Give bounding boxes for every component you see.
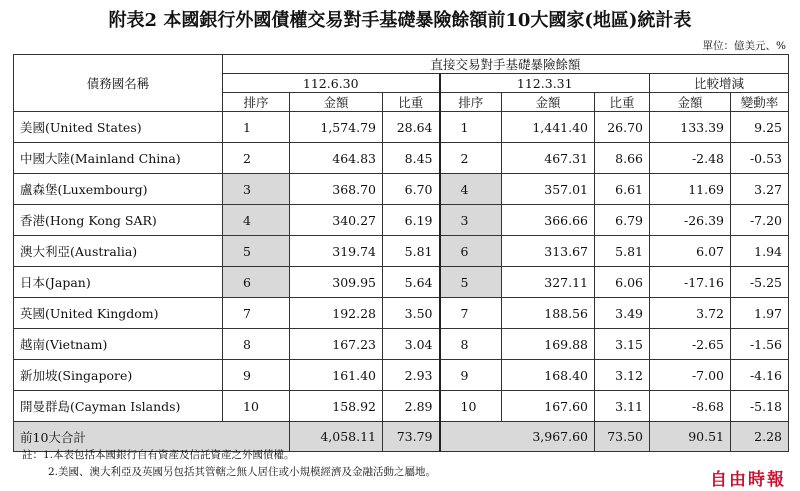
- amount-prior-header: 金額: [502, 93, 595, 112]
- rank-current-cell: 7: [223, 298, 290, 329]
- share-current-cell: 8.45: [383, 143, 440, 174]
- rank-current-cell: 5: [223, 236, 290, 267]
- amount-prior-cell: 357.01: [502, 174, 595, 205]
- rank-current-cell: 10: [223, 391, 290, 422]
- total-share-current: 73.79: [383, 422, 440, 452]
- amount-prior-cell: 1,441.40: [502, 112, 595, 143]
- rank-current-cell: 6: [223, 267, 290, 298]
- amount-prior-cell: 167.60: [502, 391, 595, 422]
- publisher-logo: 自由時報: [710, 470, 786, 490]
- table-body: [14, 112, 789, 452]
- amount-current-cell: 167.23: [290, 329, 383, 360]
- amount-prior-cell: 467.31: [502, 143, 595, 174]
- amount-prior-cell: 366.66: [502, 205, 595, 236]
- share-prior-cell: 5.81: [595, 236, 650, 267]
- change-amount-cell: 6.07: [650, 236, 731, 267]
- change-rate-cell: -5.25: [731, 267, 789, 298]
- country-cell: 新加坡(Singapore): [14, 360, 223, 391]
- table-row: [14, 174, 789, 205]
- change-rate-cell: 9.25: [731, 112, 789, 143]
- change-amount-cell: -8.68: [650, 391, 731, 422]
- change-amount-cell: -2.65: [650, 329, 731, 360]
- change-header: 比較增減: [650, 74, 789, 93]
- exposure-table: [13, 54, 789, 452]
- change-rate-cell: -4.16: [731, 360, 789, 391]
- change-amount-cell: 133.39: [650, 112, 731, 143]
- country-cell: 英國(United Kingdom): [14, 298, 223, 329]
- table-row: [14, 391, 789, 422]
- share-current-cell: 2.89: [383, 391, 440, 422]
- share-prior-cell: 3.49: [595, 298, 650, 329]
- group-header: 直接交易對手基礎暴險餘額: [223, 55, 789, 74]
- table-row: [14, 329, 789, 360]
- country-column-header: 債務國名稱: [14, 55, 223, 112]
- table-row: [14, 205, 789, 236]
- country-cell: 美國(United States): [14, 112, 223, 143]
- amount-current-cell: 464.83: [290, 143, 383, 174]
- country-cell: 開曼群島(Cayman Islands): [14, 391, 223, 422]
- share-current-cell: 5.81: [383, 236, 440, 267]
- table-row: [14, 236, 789, 267]
- amount-current-cell: 319.74: [290, 236, 383, 267]
- country-cell: 盧森堡(Luxembourg): [14, 174, 223, 205]
- change-rate-cell: -1.56: [731, 329, 789, 360]
- share-current-cell: 5.64: [383, 267, 440, 298]
- amount-prior-cell: 327.11: [502, 267, 595, 298]
- amount-prior-cell: 313.67: [502, 236, 595, 267]
- change-amount-cell: 11.69: [650, 174, 731, 205]
- amount-current-cell: 1,574.79: [290, 112, 383, 143]
- rank-prior-cell: 1: [440, 112, 502, 143]
- share-prior-cell: 3.12: [595, 360, 650, 391]
- share-current-header: 比重: [383, 93, 440, 112]
- change-amount-cell: 3.72: [650, 298, 731, 329]
- share-prior-cell: 3.15: [595, 329, 650, 360]
- change-rate-cell: 1.97: [731, 298, 789, 329]
- change-amount-header: 金額: [650, 93, 731, 112]
- total-label: 前10大合計: [14, 422, 290, 452]
- amount-prior-cell: 188.56: [502, 298, 595, 329]
- country-cell: 香港(Hong Kong SAR): [14, 205, 223, 236]
- share-current-cell: 6.19: [383, 205, 440, 236]
- table-row: [14, 112, 789, 143]
- amount-current-cell: 368.70: [290, 174, 383, 205]
- unit-label: 單位：億美元、%: [702, 40, 786, 52]
- footnotes: [22, 447, 436, 481]
- table-row: [14, 267, 789, 298]
- amount-current-cell: 158.92: [290, 391, 383, 422]
- period-current-header: 112.6.30: [223, 74, 440, 93]
- rank-prior-cell: 6: [440, 236, 502, 267]
- total-change-amount: 90.51: [650, 422, 731, 452]
- share-current-cell: 3.50: [383, 298, 440, 329]
- table-row: [14, 360, 789, 391]
- share-prior-cell: 6.06: [595, 267, 650, 298]
- rank-prior-cell: 9: [440, 360, 502, 391]
- change-rate-cell: 1.94: [731, 236, 789, 267]
- amount-current-header: 金額: [290, 93, 383, 112]
- table-row: [14, 143, 789, 174]
- rank-prior-cell: 2: [440, 143, 502, 174]
- country-cell: 越南(Vietnam): [14, 329, 223, 360]
- change-rate-cell: -7.20: [731, 205, 789, 236]
- country-cell: 中國大陸(Mainland China): [14, 143, 223, 174]
- share-current-cell: 6.70: [383, 174, 440, 205]
- rank-prior-cell: 3: [440, 205, 502, 236]
- rank-current-header: 排序: [223, 93, 290, 112]
- share-prior-cell: 6.61: [595, 174, 650, 205]
- amount-current-cell: 309.95: [290, 267, 383, 298]
- change-rate-header: 變動率: [731, 93, 789, 112]
- rank-prior-header: 排序: [440, 93, 502, 112]
- change-amount-cell: -17.16: [650, 267, 731, 298]
- share-current-cell: 2.93: [383, 360, 440, 391]
- amount-prior-cell: 169.88: [502, 329, 595, 360]
- share-prior-cell: 26.70: [595, 112, 650, 143]
- footnote-1: 註：1.本表包括本國銀行自有資產及信託資產之外國債權。: [22, 449, 295, 461]
- share-prior-cell: 3.11: [595, 391, 650, 422]
- total-amount-prior: 3,967.60: [440, 422, 595, 452]
- rank-current-cell: 1: [223, 112, 290, 143]
- change-rate-cell: -5.18: [731, 391, 789, 422]
- rank-prior-cell: 8: [440, 329, 502, 360]
- total-share-prior: 73.50: [595, 422, 650, 452]
- share-current-cell: 28.64: [383, 112, 440, 143]
- rank-prior-cell: 5: [440, 267, 502, 298]
- share-prior-header: 比重: [595, 93, 650, 112]
- rank-prior-cell: 7: [440, 298, 502, 329]
- amount-prior-cell: 168.40: [502, 360, 595, 391]
- amount-current-cell: 192.28: [290, 298, 383, 329]
- total-change-rate: 2.28: [731, 422, 789, 452]
- rank-prior-cell: 10: [440, 391, 502, 422]
- table-title: 附表2 本國銀行外國債權交易對手基礎暴險餘額前10大國家(地區)統計表: [108, 10, 692, 31]
- country-cell: 澳大利亞(Australia): [14, 236, 223, 267]
- change-amount-cell: -7.00: [650, 360, 731, 391]
- country-cell: 日本(Japan): [14, 267, 223, 298]
- rank-current-cell: 3: [223, 174, 290, 205]
- share-current-cell: 3.04: [383, 329, 440, 360]
- change-rate-cell: 3.27: [731, 174, 789, 205]
- total-amount-current: 4,058.11: [290, 422, 383, 452]
- amount-current-cell: 340.27: [290, 205, 383, 236]
- change-amount-cell: -26.39: [650, 205, 731, 236]
- rank-current-cell: 9: [223, 360, 290, 391]
- rank-current-cell: 8: [223, 329, 290, 360]
- change-amount-cell: -2.48: [650, 143, 731, 174]
- table-row: [14, 298, 789, 329]
- footnote-2: 2.美國、澳大利亞及英國另包括其管轄之無人居住或小規模經濟及金融活動之屬地。: [48, 466, 437, 478]
- rank-current-cell: 2: [223, 143, 290, 174]
- period-prior-header: 112.3.31: [440, 74, 650, 93]
- share-prior-cell: 8.66: [595, 143, 650, 174]
- rank-current-cell: 4: [223, 205, 290, 236]
- share-prior-cell: 6.79: [595, 205, 650, 236]
- rank-prior-cell: 4: [440, 174, 502, 205]
- amount-current-cell: 161.40: [290, 360, 383, 391]
- change-rate-cell: -0.53: [731, 143, 789, 174]
